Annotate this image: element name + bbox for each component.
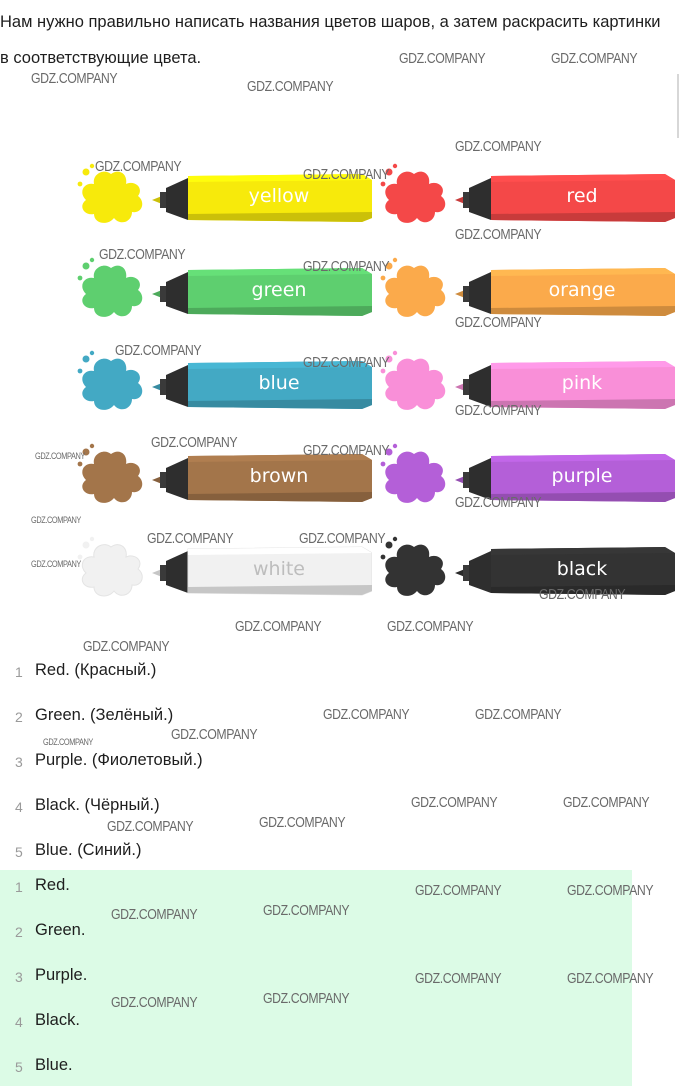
watermark: GDZ.COMPANY	[31, 70, 118, 87]
item-text: Blue.	[35, 1056, 73, 1074]
watermark: GDZ.COMPANY	[99, 246, 186, 263]
item-number: 4	[15, 799, 23, 815]
marker-label: green	[251, 279, 307, 301]
marker-tip-holder	[160, 565, 166, 581]
watermark: GDZ.COMPANY	[171, 726, 258, 743]
marker-tip-holder	[463, 472, 469, 488]
list-item	[0, 1001, 632, 1046]
marker-collar	[166, 178, 188, 220]
watermark: GDZ.COMPANY	[111, 906, 198, 923]
splat-drop	[381, 555, 386, 560]
splat-drop	[393, 258, 397, 262]
marker-collar	[469, 178, 491, 220]
splat-drop	[393, 351, 397, 355]
marker-collar	[469, 551, 491, 593]
watermark: GDZ.COMPANY	[563, 794, 650, 811]
watermark: GDZ.COMPANY	[95, 158, 182, 175]
watermark: GDZ.COMPANY	[31, 515, 81, 525]
splat-blob	[82, 359, 142, 410]
marker-label: black	[556, 558, 608, 580]
watermark: GDZ.COMPANY	[455, 226, 542, 243]
item-text: Black.	[35, 1011, 80, 1029]
splat-drop	[78, 369, 83, 374]
splat-drop	[78, 182, 83, 187]
marker-label: brown	[249, 465, 309, 487]
marker-collar	[166, 272, 188, 314]
paint-splat-icon	[72, 256, 150, 326]
watermark: GDZ.COMPANY	[455, 402, 542, 419]
splat-drop	[83, 542, 90, 549]
marker-tip-holder	[463, 379, 469, 395]
marker-tip-holder	[463, 286, 469, 302]
list-item	[0, 741, 632, 786]
watermark: GDZ.COMPANY	[247, 78, 334, 95]
watermark: GDZ.COMPANY	[107, 818, 194, 835]
watermark: GDZ.COMPANY	[387, 618, 474, 635]
paint-splat-icon	[72, 535, 150, 605]
marker-label: orange	[548, 279, 616, 301]
splat-drop	[90, 351, 94, 355]
marker-collar	[166, 551, 188, 593]
watermark: GDZ.COMPANY	[147, 530, 234, 547]
watermark: GDZ.COMPANY	[415, 970, 502, 987]
marker-collar	[166, 365, 188, 407]
color-pair-red	[375, 162, 675, 232]
watermark: GDZ.COMPANY	[83, 638, 170, 655]
watermark: GDZ.COMPANY	[323, 706, 410, 723]
splat-drop	[90, 164, 94, 168]
marker-orange	[455, 262, 675, 320]
short-answer-list	[0, 866, 632, 1091]
splat-drop	[381, 462, 386, 467]
marker-tip-holder	[160, 379, 166, 395]
watermark: GDZ.COMPANY	[539, 586, 626, 603]
splat-drop	[78, 276, 83, 281]
watermark: GDZ.COMPANY	[263, 990, 350, 1007]
marker-white	[152, 541, 372, 599]
marker-tip-holder	[160, 192, 166, 208]
watermark: GDZ.COMPANY	[551, 50, 638, 67]
splat-drop	[83, 356, 90, 363]
marker-collar	[469, 365, 491, 407]
marker-collar	[469, 272, 491, 314]
marker-collar	[166, 458, 188, 500]
item-text: Red.	[35, 876, 70, 894]
splat-blob	[82, 172, 142, 223]
item-text: Blue. (Синий.)	[35, 841, 142, 859]
watermark: GDZ.COMPANY	[303, 354, 390, 371]
watermark: GDZ.COMPANY	[303, 166, 390, 183]
watermark: GDZ.COMPANY	[43, 737, 93, 747]
watermark: GDZ.COMPANY	[455, 314, 542, 331]
watermark: GDZ.COMPANY	[115, 342, 202, 359]
item-text: Green.	[35, 921, 86, 939]
paint-splat-icon	[375, 535, 453, 605]
list-item	[0, 1046, 632, 1091]
marker-label: red	[566, 185, 598, 207]
item-number: 4	[15, 1014, 23, 1030]
splat-drop	[393, 164, 397, 168]
task-instruction: Нам нужно правильно написать названия цветов шаров, а затем раскрасить картинки в соответствующие цвета.	[0, 13, 661, 67]
list-item	[0, 651, 632, 696]
splat-drop	[90, 444, 94, 448]
marker-tip-holder	[160, 286, 166, 302]
marker-tip-holder	[463, 192, 469, 208]
watermark: GDZ.COMPANY	[567, 970, 654, 987]
splat-blob	[385, 452, 445, 503]
splat-drop	[83, 263, 90, 270]
splat-blob	[82, 452, 142, 503]
item-text: Purple. (Фиолетовый.)	[35, 751, 203, 769]
item-number: 5	[15, 1059, 23, 1075]
splat-drop	[90, 537, 94, 541]
item-text: Red. (Красный.)	[35, 661, 157, 679]
marker-tip-holder	[160, 472, 166, 488]
watermark: GDZ.COMPANY	[415, 882, 502, 899]
splat-blob	[385, 359, 445, 410]
splat-drop	[381, 276, 386, 281]
splat-drop	[83, 169, 90, 176]
watermark: GDZ.COMPANY	[411, 794, 498, 811]
splat-drop	[386, 542, 393, 549]
splat-blob	[82, 266, 142, 317]
watermark: GDZ.COMPANY	[567, 882, 654, 899]
splat-drop	[393, 444, 397, 448]
splat-blob	[385, 545, 445, 596]
watermark: GDZ.COMPANY	[399, 50, 486, 67]
splat-blob	[385, 266, 445, 317]
watermark: GDZ.COMPANY	[111, 994, 198, 1011]
watermark: GDZ.COMPANY	[475, 706, 562, 723]
watermark: GDZ.COMPANY	[31, 559, 81, 569]
paint-splat-icon	[72, 349, 150, 419]
watermark: GDZ.COMPANY	[303, 442, 390, 459]
watermark: GDZ.COMPANY	[263, 902, 350, 919]
marker-label: purple	[551, 465, 613, 487]
splat-drop	[90, 258, 94, 262]
item-number: 1	[15, 664, 23, 680]
item-text: Purple.	[35, 966, 88, 984]
watermark: GDZ.COMPANY	[455, 138, 542, 155]
watermark: GDZ.COMPANY	[259, 814, 346, 831]
marker-red	[455, 168, 675, 226]
translated-answer-list	[0, 651, 632, 876]
item-number: 1	[15, 879, 23, 895]
watermark: GDZ.COMPANY	[455, 494, 542, 511]
item-number: 5	[15, 844, 23, 860]
marker-label: blue	[258, 372, 300, 394]
splat-blob	[82, 545, 142, 596]
watermark: GDZ.COMPANY	[35, 451, 85, 461]
watermark: GDZ.COMPANY	[303, 258, 390, 275]
splat-drop	[78, 462, 83, 467]
marker-label: pink	[561, 372, 603, 394]
item-number: 2	[15, 924, 23, 940]
color-pair-black	[375, 535, 675, 605]
item-text: Black. (Чёрный.)	[35, 796, 160, 814]
marker-tip-holder	[463, 565, 469, 581]
watermark: GDZ.COMPANY	[235, 618, 322, 635]
scrollbar-track[interactable]	[677, 74, 679, 138]
item-number: 3	[15, 969, 23, 985]
item-number: 3	[15, 754, 23, 770]
watermark: GDZ.COMPANY	[151, 434, 238, 451]
item-number: 2	[15, 709, 23, 725]
watermark: GDZ.COMPANY	[299, 530, 386, 547]
splat-blob	[385, 172, 445, 223]
splat-drop	[393, 537, 397, 541]
marker-label: yellow	[248, 185, 310, 207]
item-text: Green. (Зелёный.)	[35, 706, 174, 724]
marker-label: white	[253, 558, 305, 580]
